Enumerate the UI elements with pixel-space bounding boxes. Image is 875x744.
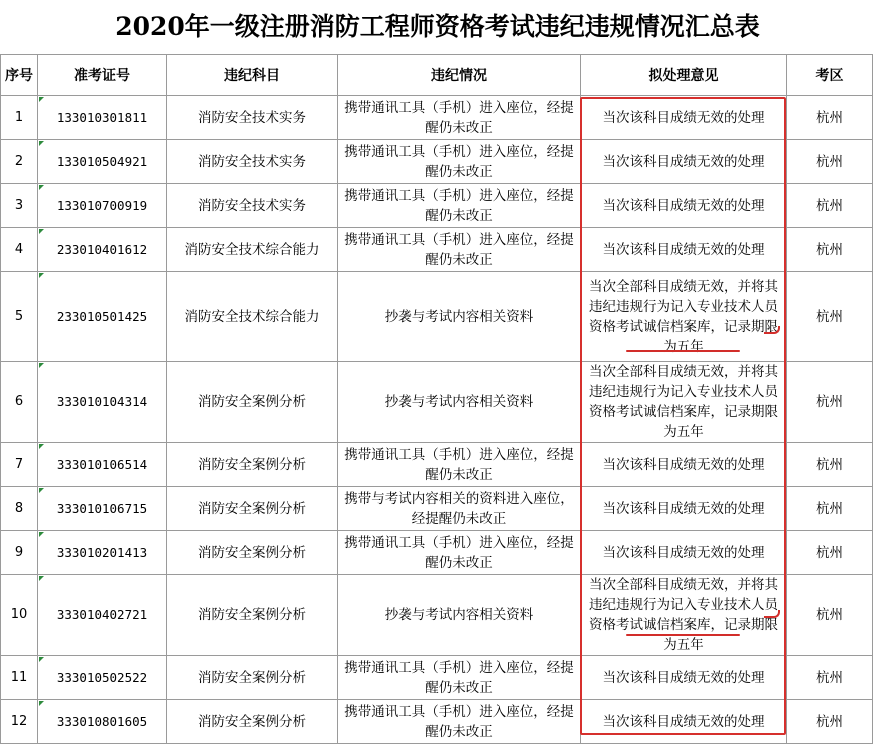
cell-opinion: 当次该科目成绩无效的处理 [581, 140, 787, 184]
cell-area: 杭州 [787, 140, 873, 184]
cell-no: 3 [1, 184, 38, 228]
cell-situation: 携带与考试内容相关的资料进入座位，经提醒仍未改正 [338, 487, 581, 531]
table-row [1, 184, 873, 228]
header-opinion: 拟处理意见 [581, 55, 787, 96]
cell-subject: 消防安全技术实务 [167, 184, 338, 228]
table-row [1, 487, 873, 531]
table-row [1, 656, 873, 700]
cell-opinion: 当次该科目成绩无效的处理 [581, 487, 787, 531]
cell-no: 6 [1, 362, 38, 443]
underline-hook-mark [764, 610, 780, 618]
cell-opinion: 当次该科目成绩无效的处理 [581, 228, 787, 272]
table-header-row [1, 55, 873, 96]
cell-no: 10 [1, 575, 38, 656]
cell-area: 杭州 [787, 443, 873, 487]
cell-situation: 携带通讯工具（手机）进入座位，经提醒仍未改正 [338, 656, 581, 700]
cell-opinion: 当次该科目成绩无效的处理 [581, 443, 787, 487]
cell-area: 杭州 [787, 487, 873, 531]
cell-situation: 携带通讯工具（手机）进入座位，经提醒仍未改正 [338, 700, 581, 744]
cell-exam-id: 333010402721 [38, 575, 167, 656]
table-row [1, 700, 873, 744]
cell-subject: 消防安全案例分析 [167, 575, 338, 656]
cell-no: 4 [1, 228, 38, 272]
cell-situation: 携带通讯工具（手机）进入座位，经提醒仍未改正 [338, 443, 581, 487]
cell-opinion: 当次全部科目成绩无效，并将其违纪违规行为记入专业技术人员资格考试诚信档案库，记录期限为五年 [581, 272, 787, 362]
cell-exam-id: 133010700919 [38, 184, 167, 228]
cell-exam-id: 133010301811 [38, 96, 167, 140]
header-situation: 违纪情况 [338, 55, 581, 96]
cell-exam-id: 333010106715 [38, 487, 167, 531]
cell-exam-id: 333010502522 [38, 656, 167, 700]
cell-no: 11 [1, 656, 38, 700]
cell-no: 2 [1, 140, 38, 184]
table-row [1, 272, 873, 362]
cell-opinion: 当次全部科目成绩无效，并将其违纪违规行为记入专业技术人员资格考试诚信档案库，记录期限为五年 [581, 575, 787, 656]
cell-no: 5 [1, 272, 38, 362]
cell-area: 杭州 [787, 700, 873, 744]
cell-no: 8 [1, 487, 38, 531]
underline-mark [626, 634, 740, 636]
cell-subject: 消防安全案例分析 [167, 656, 338, 700]
cell-subject: 消防安全案例分析 [167, 531, 338, 575]
underline-hook-mark [764, 326, 780, 334]
cell-situation: 携带通讯工具（手机）进入座位，经提醒仍未改正 [338, 228, 581, 272]
cell-situation: 携带通讯工具（手机）进入座位，经提醒仍未改正 [338, 96, 581, 140]
cell-exam-id: 233010401612 [38, 228, 167, 272]
table-row [1, 443, 873, 487]
cell-no: 12 [1, 700, 38, 744]
cell-opinion: 当次该科目成绩无效的处理 [581, 531, 787, 575]
cell-subject: 消防安全技术综合能力 [167, 272, 338, 362]
cell-exam-id: 333010106514 [38, 443, 167, 487]
cell-no: 7 [1, 443, 38, 487]
violations-table [0, 54, 873, 744]
header-subject: 违纪科目 [167, 55, 338, 96]
cell-subject: 消防安全案例分析 [167, 487, 338, 531]
cell-situation: 抄袭与考试内容相关资料 [338, 575, 581, 656]
cell-exam-id: 333010801605 [38, 700, 167, 744]
cell-area: 杭州 [787, 184, 873, 228]
cell-opinion: 当次该科目成绩无效的处理 [581, 656, 787, 700]
cell-area: 杭州 [787, 228, 873, 272]
cell-subject: 消防安全案例分析 [167, 362, 338, 443]
underline-mark [626, 350, 740, 352]
header-id: 准考证号 [38, 55, 167, 96]
table-row [1, 362, 873, 443]
header-no: 序号 [1, 55, 38, 96]
cell-opinion: 当次全部科目成绩无效，并将其违纪违规行为记入专业技术人员资格考试诚信档案库，记录期限为五年 [581, 362, 787, 443]
table-row [1, 575, 873, 656]
cell-area: 杭州 [787, 272, 873, 362]
cell-exam-id: 333010201413 [38, 531, 167, 575]
cell-exam-id: 133010504921 [38, 140, 167, 184]
cell-area: 杭州 [787, 575, 873, 656]
cell-situation: 抄袭与考试内容相关资料 [338, 272, 581, 362]
cell-situation: 携带通讯工具（手机）进入座位，经提醒仍未改正 [338, 140, 581, 184]
cell-subject: 消防安全技术实务 [167, 140, 338, 184]
cell-subject: 消防安全案例分析 [167, 443, 338, 487]
header-area: 考区 [787, 55, 873, 96]
page-title: 2020年一级注册消防工程师资格考试违纪违规情况汇总表 [115, 12, 760, 41]
cell-exam-id: 233010501425 [38, 272, 167, 362]
cell-opinion: 当次该科目成绩无效的处理 [581, 96, 787, 140]
cell-area: 杭州 [787, 531, 873, 575]
cell-area: 杭州 [787, 362, 873, 443]
cell-situation: 携带通讯工具（手机）进入座位，经提醒仍未改正 [338, 184, 581, 228]
cell-area: 杭州 [787, 96, 873, 140]
cell-opinion: 当次该科目成绩无效的处理 [581, 184, 787, 228]
table-row [1, 96, 873, 140]
cell-subject: 消防安全技术实务 [167, 96, 338, 140]
cell-area: 杭州 [787, 656, 873, 700]
table-row [1, 140, 873, 184]
cell-no: 1 [1, 96, 38, 140]
cell-exam-id: 333010104314 [38, 362, 167, 443]
cell-situation: 携带通讯工具（手机）进入座位，经提醒仍未改正 [338, 531, 581, 575]
cell-no: 9 [1, 531, 38, 575]
cell-opinion: 当次该科目成绩无效的处理 [581, 700, 787, 744]
cell-situation: 抄袭与考试内容相关资料 [338, 362, 581, 443]
cell-subject: 消防安全技术综合能力 [167, 228, 338, 272]
table-row [1, 531, 873, 575]
table-row [1, 228, 873, 272]
cell-subject: 消防安全案例分析 [167, 700, 338, 744]
